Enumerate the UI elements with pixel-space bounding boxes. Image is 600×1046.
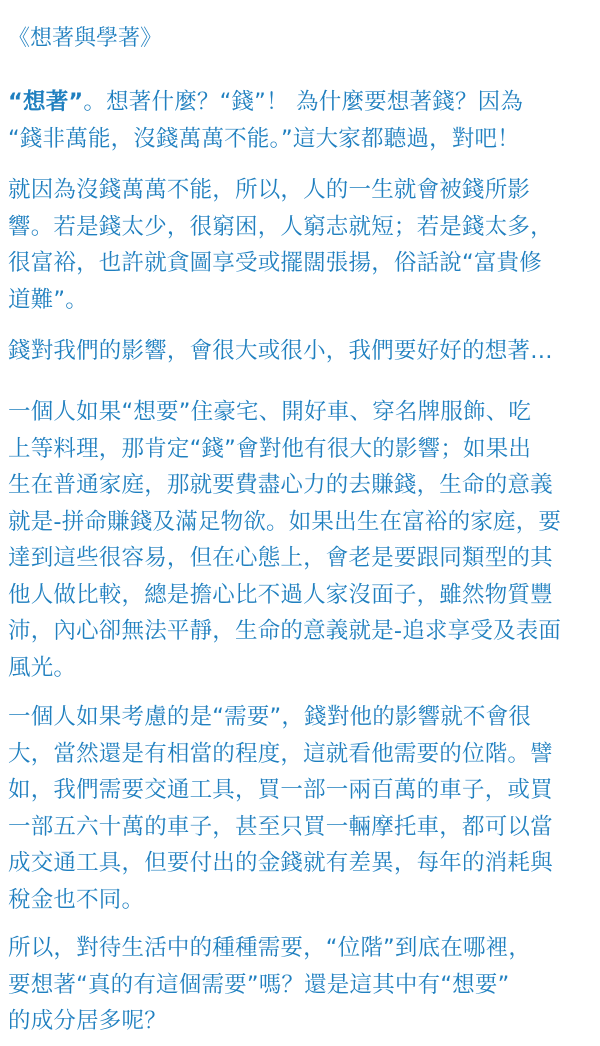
paragraph-4 [8,394,596,686]
paragraph-line: 大，當然還是有相當的程度，這就看他需要的位階。譬 [8,740,553,767]
paragraph-line: 如，我們需要交通工具，買一部一兩百萬的車子，或買 [8,777,553,803]
line-text: 。想著什麼？“錢”！ 為什麼要想著錢？因為 [83,89,524,115]
paragraph-line: 上等料理，那肯定“錢”會對他有很大的影響；如果出 [8,435,532,462]
paragraph-6 [8,930,596,1040]
paragraph-line: 達到這些很容易，但在心態上，會老是要跟同類型的其 [8,545,553,571]
article-title: 《想著與學著》 [8,26,163,51]
paragraph-line: 風光。 [8,654,77,681]
paragraph-line: 一部五六十萬的車子，甚至只買一輛摩托車，都可以當 [8,813,553,840]
paragraph-line: 一個人如果“想要”住豪宅、開好車、穿名牌服飾、吃 [8,399,532,425]
paragraph-line: 就因為沒錢萬萬不能，所以，人的一生就會被錢所影 [8,177,531,203]
paragraph-line: “錢非萬能，沒錢萬萬不能。”這大家都聽過，對吧！ [8,125,520,152]
paragraph-2 [8,172,596,318]
paragraph-line: 響。若是錢太少，很窮困，人窮志就短；若是錢太多， [8,213,553,240]
paragraph-line: 要想著“真的有這個需要”嗎？還是這其中有“想要” [8,971,510,998]
paragraph-3 [8,333,596,370]
paragraph-line: 就是-拼命賺錢及滿足物欲。如果出生在富裕的家庭，要 [8,508,562,535]
paragraph-line: 沛，內心卻無法平靜，生命的意義就是-追求享受及表面 [8,618,562,644]
paragraph-line [8,84,596,121]
paragraph-1 [8,84,596,157]
paragraph-line: 成交通工具，但要付出的金錢就有差異，每年的消耗與 [8,850,553,876]
paragraph-line: 生在普通家庭，那就要費盡心力的去賺錢，生命的意義 [8,472,553,498]
paragraph-line: 一個人如果考慮的是“需要”，錢對他的影響就不會很 [8,704,532,730]
paragraph-line: 很富裕，也許就貪圖享受或擺闊張揚，俗話說“富貴修 [8,250,542,276]
paragraph-line: 的成分居多呢？ [8,1008,167,1034]
paragraph-line: 所以，對待生活中的種種需要，“位階”到底在哪裡， [8,935,532,961]
paragraph-5 [8,699,596,918]
paragraph-line: 錢對我們的影響，會很大或很小，我們要好好的想著… [8,338,553,364]
paragraph-line: 他人做比較，總是擔心比不過人家沒面子，雖然物質豐 [8,581,553,608]
paragraph-line: 稅金也不同。 [8,886,145,913]
paragraph-line: 道難”。 [8,286,88,313]
highlighted-term: “想著” [8,89,84,115]
